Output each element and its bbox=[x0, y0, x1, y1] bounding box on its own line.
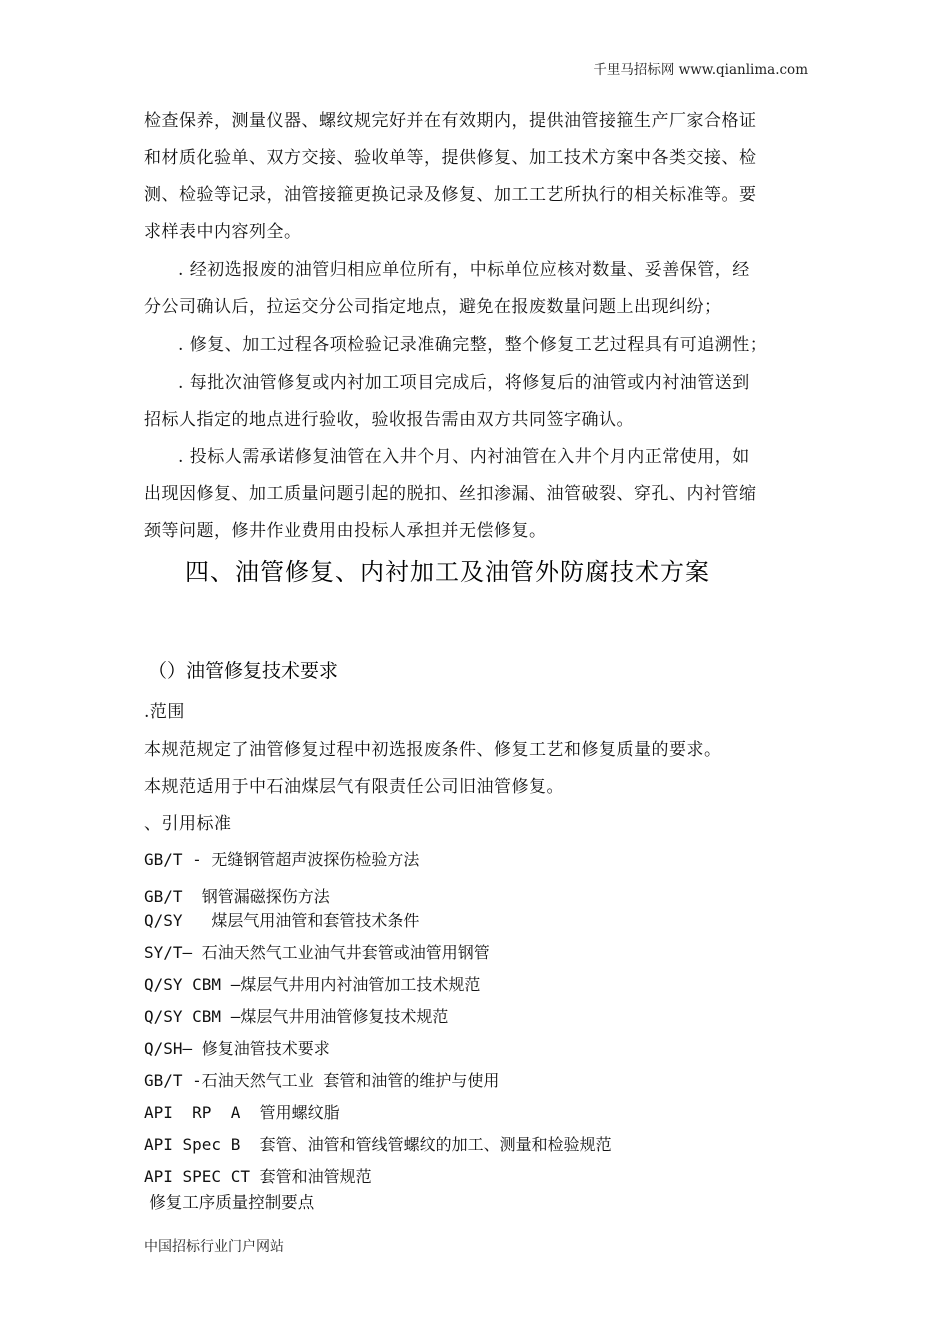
scope-line: 本规范规定了油管修复过程中初选报废条件、修复工艺和修复质量的要求。 bbox=[144, 740, 722, 760]
standard-item: API SPEC CT 套管和油管规范 bbox=[144, 1167, 372, 1186]
standard-item: Q/SY 煤层气用油管和套管技术条件 bbox=[144, 911, 420, 930]
scope-title: .范围 bbox=[144, 702, 185, 722]
section-heading: 四、油管修复、内衬加工及油管外防腐技术方案 bbox=[185, 558, 710, 586]
standard-item: API Spec B 套管、油管和管线管螺纹的加工、测量和检验规范 bbox=[144, 1135, 612, 1154]
body-paragraph-line: 测、检验等记录，油管接箍更换记录及修复、加工工艺所执行的相关标准等。要 bbox=[144, 185, 757, 205]
standard-item: Q/SH— 修复油管技术要求 bbox=[144, 1039, 330, 1058]
body-paragraph-line: 和材质化验单、双方交接、验收单等，提供修复、加工技术方案中各类交接、检 bbox=[144, 148, 757, 168]
standard-item: Q/SY CBM —煤层气井用内衬油管加工技术规范 bbox=[144, 975, 481, 994]
body-paragraph-line: 颈等问题，修井作业费用由投标人承担并无偿修复。 bbox=[144, 521, 547, 541]
body-paragraph-line: . 经初选报废的油管归相应单位所有，中标单位应核对数量、妥善保管，经 bbox=[178, 260, 750, 280]
body-paragraph-line: 出现因修复、加工质量问题引起的脱扣、丝扣渗漏、油管破裂、穿孔、内衬管缩 bbox=[144, 484, 757, 504]
standard-item: SY/T— 石油天然气工业油气井套管或油管用钢管 bbox=[144, 943, 490, 962]
header-site-text: 千里马招标网 www.qianlima.com bbox=[593, 62, 808, 78]
body-paragraph-line: 检查保养，测量仪器、螺纹规完好并在有效期内，提供油管接箍生产厂家合格证 bbox=[144, 111, 757, 131]
body-paragraph-line: . 每批次油管修复或内衬加工项目完成后，将修复后的油管或内衬油管送到 bbox=[178, 373, 750, 393]
body-paragraph-line: . 修复、加工过程各项检验记录准确完整，整个修复工艺过程具有可追溯性； bbox=[178, 335, 768, 355]
scope-line: 本规范适用于中石油煤层气有限责任公司旧油管修复。 bbox=[144, 777, 564, 797]
footer-site-text: 中国招标行业门户网站 bbox=[144, 1239, 284, 1255]
body-paragraph-line: . 投标人需承诺修复油管在入井个月、内衬油管在入井个月内正常使用，如 bbox=[178, 447, 750, 467]
qc-title: 修复工序质量控制要点 bbox=[144, 1193, 315, 1212]
standard-item: GB/T 钢管漏磁探伤方法 bbox=[144, 887, 330, 906]
standard-item: GB/T -石油天然气工业 套管和油管的维护与使用 bbox=[144, 1071, 500, 1090]
body-paragraph-line: 分公司确认后，拉运交分公司指定地点，避免在报废数量问题上出现纠纷； bbox=[144, 297, 722, 317]
body-paragraph-line: 招标人指定的地点进行验收，验收报告需由双方共同签字确认。 bbox=[144, 410, 634, 430]
standard-item: API RP A 管用螺纹脂 bbox=[144, 1103, 340, 1122]
references-title: 、引用标准 bbox=[144, 814, 232, 834]
standard-item: GB/T - 无缝钢管超声波探伤检验方法 bbox=[144, 850, 420, 869]
sub-heading: （）油管修复技术要求 bbox=[148, 660, 339, 682]
standard-item: Q/SY CBM —煤层气井用油管修复技术规范 bbox=[144, 1007, 449, 1026]
body-paragraph-line: 求样表中内容列全。 bbox=[144, 222, 302, 242]
